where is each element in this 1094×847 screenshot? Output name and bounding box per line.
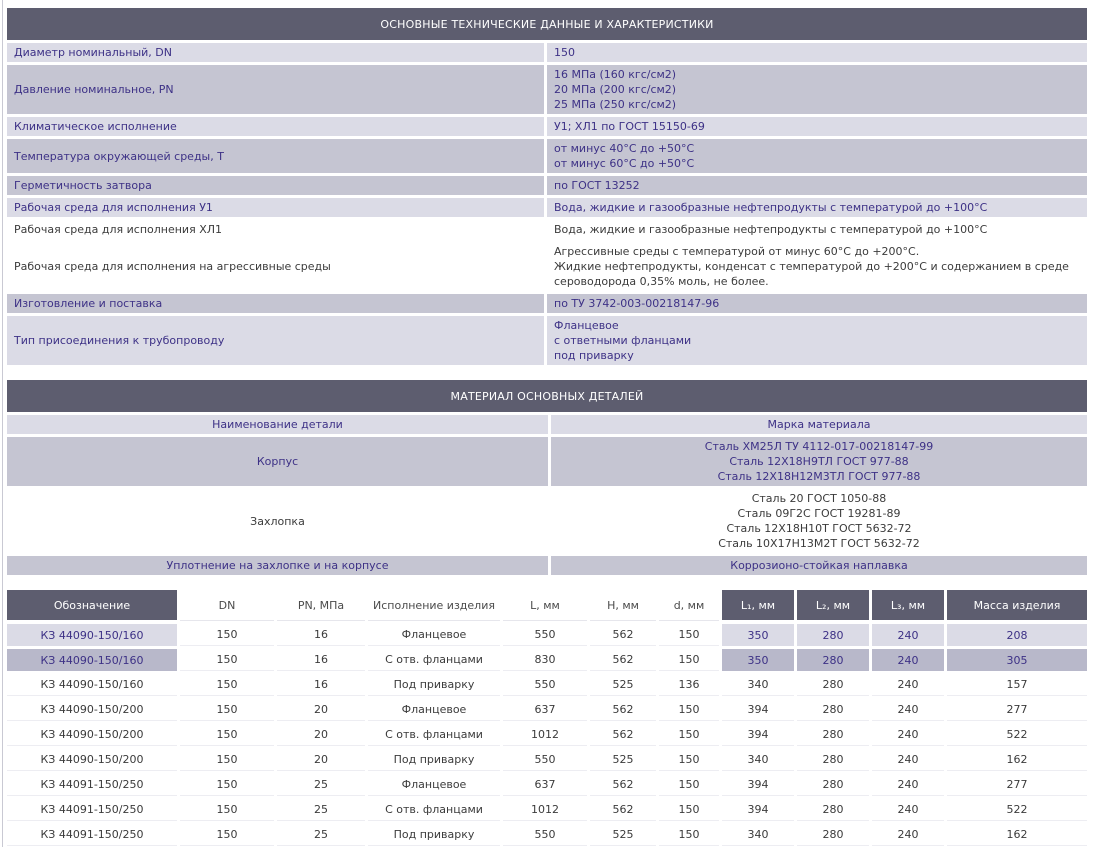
dim-value: 562	[590, 624, 656, 646]
dim-value: 280	[797, 824, 869, 846]
dim-value: 162	[947, 749, 1087, 771]
dim-value: 280	[797, 674, 869, 696]
dim-value: 150	[659, 724, 719, 746]
dim-value: Под приварку	[368, 824, 500, 846]
dim-value: 1012	[503, 799, 587, 821]
spec-table-title: ОСНОВНЫЕ ТЕХНИЧЕСКИЕ ДАННЫЕ И ХАРАКТЕРИСТИКИ	[7, 8, 1087, 40]
dim-value: 280	[797, 799, 869, 821]
dim-value: 240	[872, 799, 944, 821]
dim-value: Фланцевое	[368, 774, 500, 796]
dim-value: 20	[277, 699, 365, 721]
dim-value: 150	[180, 624, 274, 646]
spec-value: Вода, жидкие и газообразные нефтепродукты с температурой до +100°С	[547, 220, 1087, 239]
dim-value: 394	[722, 774, 794, 796]
dim-value: 208	[947, 624, 1087, 646]
dim-designation: КЗ 44090-150/200	[7, 699, 177, 721]
dim-designation: КЗ 44090-150/160	[7, 674, 177, 696]
spec-label: Температура окружающей среды, Т	[7, 139, 544, 173]
material-grade: Коррозионо-стойкая наплавка	[551, 556, 1087, 575]
dim-value: 240	[872, 724, 944, 746]
dim-value: 150	[180, 649, 274, 671]
dim-value: 350	[722, 624, 794, 646]
dim-col-header: Исполнение изделия	[368, 590, 500, 621]
dim-value: 525	[590, 749, 656, 771]
material-part-name: Уплотнение на захлопке и на корпусе	[7, 556, 548, 575]
dim-value: Фланцевое	[368, 699, 500, 721]
dim-value: 525	[590, 824, 656, 846]
dim-value: 340	[722, 674, 794, 696]
dim-col-header: Обозначение	[7, 590, 177, 620]
page	[7, 8, 1087, 846]
dim-value: 150	[659, 649, 719, 671]
dim-value: 562	[590, 774, 656, 796]
dim-value: 240	[872, 824, 944, 846]
dim-value: 280	[797, 724, 869, 746]
dim-value: 1012	[503, 724, 587, 746]
dim-designation: КЗ 44091-150/250	[7, 799, 177, 821]
dim-value: 20	[277, 749, 365, 771]
spec-label: Рабочая среда для исполнения на агрессивные среды	[7, 242, 544, 291]
dim-value: 150	[659, 749, 719, 771]
dim-value: С отв. фланцами	[368, 724, 500, 746]
dim-col-header: Масса изделия	[947, 590, 1087, 620]
dim-value: 394	[722, 724, 794, 746]
spec-value: от минус 40°С до +50°С от минус 60°С до +50°С	[547, 139, 1087, 173]
dim-col-header: L, мм	[503, 590, 587, 621]
dim-value: 637	[503, 774, 587, 796]
spec-value: по ТУ 3742-003-00218147-96	[547, 294, 1087, 313]
dim-value: 150	[659, 824, 719, 846]
material-part-name: Корпус	[7, 437, 548, 486]
dim-value: 830	[503, 649, 587, 671]
spec-label: Диаметр номинальный, DN	[7, 43, 544, 62]
spec-table	[7, 8, 1087, 365]
spec-label: Герметичность затвора	[7, 176, 544, 195]
spec-value: по ГОСТ 13252	[547, 176, 1087, 195]
dim-col-header: L₂, мм	[797, 590, 869, 620]
dim-value: 150	[659, 799, 719, 821]
spec-value: У1; ХЛ1 по ГОСТ 15150-69	[547, 117, 1087, 136]
dim-value: 562	[590, 649, 656, 671]
dim-value: 16	[277, 624, 365, 646]
dim-col-header: d, мм	[659, 590, 719, 621]
dim-value: 562	[590, 799, 656, 821]
dim-value: 16	[277, 649, 365, 671]
dimensions-table	[7, 590, 1087, 846]
dim-value: 550	[503, 674, 587, 696]
dim-value: 550	[503, 824, 587, 846]
dim-value: 150	[180, 674, 274, 696]
dim-value: 394	[722, 699, 794, 721]
spec-label: Рабочая среда для исполнения ХЛ1	[7, 220, 544, 239]
dim-value: 16	[277, 674, 365, 696]
spec-value: Фланцевое с ответными фланцами под приварку	[547, 316, 1087, 365]
spec-label: Изготовление и поставка	[7, 294, 544, 313]
dim-value: 150	[180, 749, 274, 771]
dim-value: 280	[797, 649, 869, 671]
dim-value: Под приварку	[368, 749, 500, 771]
dim-value: 562	[590, 699, 656, 721]
dim-value: 562	[590, 724, 656, 746]
dim-designation: КЗ 44091-150/250	[7, 774, 177, 796]
dim-value: 240	[872, 649, 944, 671]
spec-label: Тип присоединения к трубопроводу	[7, 316, 544, 365]
dim-value: 280	[797, 624, 869, 646]
dim-value: 280	[797, 749, 869, 771]
spec-label: Климатическое исполнение	[7, 117, 544, 136]
material-grade: Сталь ХМ25Л ТУ 4112-017-00218147-99 Сталь 12Х18Н9ТЛ ГОСТ 977-88 Сталь 12Х18Н12М3ТЛ ГОСТ 977-88	[551, 437, 1087, 486]
dim-value: 20	[277, 724, 365, 746]
dim-designation: КЗ 44091-150/250	[7, 824, 177, 846]
dim-col-header: L₁, мм	[722, 590, 794, 620]
dim-value: 150	[659, 774, 719, 796]
spec-value: 16 МПа (160 кгс/см2) 20 МПа (200 кгс/см2) 25 МПа (250 кгс/см2)	[547, 65, 1087, 114]
dim-value: С отв. фланцами	[368, 649, 500, 671]
dim-value: 150	[180, 699, 274, 721]
dim-value: 637	[503, 699, 587, 721]
material-part-name: Захлопка	[7, 489, 548, 553]
materials-col-header-grade: Марка материала	[551, 415, 1087, 434]
dim-value: 550	[503, 624, 587, 646]
spec-label: Давление номинальное, PN	[7, 65, 544, 114]
dim-designation: КЗ 44090-150/200	[7, 749, 177, 771]
dim-col-header: H, мм	[590, 590, 656, 621]
spec-label: Рабочая среда для исполнения У1	[7, 198, 544, 217]
dim-value: 157	[947, 674, 1087, 696]
dim-value: 240	[872, 774, 944, 796]
dim-value: 150	[180, 724, 274, 746]
dim-value: 25	[277, 799, 365, 821]
dim-designation: КЗ 44090-150/160	[7, 624, 177, 646]
dim-value: 136	[659, 674, 719, 696]
dim-value: 150	[180, 774, 274, 796]
dim-designation: КЗ 44090-150/160	[7, 649, 177, 671]
dim-value: 150	[659, 699, 719, 721]
dim-value: 340	[722, 824, 794, 846]
dim-value: 522	[947, 799, 1087, 821]
dim-value: 150	[180, 799, 274, 821]
dim-value: 150	[659, 624, 719, 646]
spec-value: Агрессивные среды с температурой от минус 60°С до +200°С. Жидкие нефтепродукты, конденсат с температурой до +200°С и содержанием в среде сероводорода 0,35% моль, не более.	[547, 242, 1087, 291]
dim-value: 550	[503, 749, 587, 771]
dim-value: 277	[947, 699, 1087, 721]
dim-designation: КЗ 44090-150/200	[7, 724, 177, 746]
dim-value: 350	[722, 649, 794, 671]
dim-value: 150	[180, 824, 274, 846]
dim-col-header: DN	[180, 590, 274, 621]
spec-value: 150	[547, 43, 1087, 62]
dim-value: 522	[947, 724, 1087, 746]
dim-value: 340	[722, 749, 794, 771]
dim-value: 162	[947, 824, 1087, 846]
materials-table-title: МАТЕРИАЛ ОСНОВНЫХ ДЕТАЛЕЙ	[7, 380, 1087, 412]
dim-col-header: L₃, мм	[872, 590, 944, 620]
dim-value: С отв. фланцами	[368, 799, 500, 821]
material-grade: Сталь 20 ГОСТ 1050-88 Сталь 09Г2С ГОСТ 19281-89 Сталь 12Х18Н10Т ГОСТ 5632-72 Сталь 10Х17Н13М2Т ГОСТ 5632-72	[551, 489, 1087, 553]
dim-value: 25	[277, 774, 365, 796]
dim-value: 305	[947, 649, 1087, 671]
dim-value: Под приварку	[368, 674, 500, 696]
dim-value: 277	[947, 774, 1087, 796]
dim-value: 240	[872, 674, 944, 696]
dim-value: Фланцевое	[368, 624, 500, 646]
dim-value: 280	[797, 699, 869, 721]
dim-value: 240	[872, 699, 944, 721]
dim-value: 240	[872, 624, 944, 646]
dim-value: 25	[277, 824, 365, 846]
page-left-border	[2, 0, 3, 847]
dim-value: 280	[797, 774, 869, 796]
spec-value: Вода, жидкие и газообразные нефтепродукты с температурой до +100°С	[547, 198, 1087, 217]
dim-value: 394	[722, 799, 794, 821]
materials-col-header-part: Наименование детали	[7, 415, 548, 434]
dim-value: 240	[872, 749, 944, 771]
materials-table	[7, 380, 1087, 575]
dim-col-header: PN, МПа	[277, 590, 365, 621]
dim-value: 525	[590, 674, 656, 696]
